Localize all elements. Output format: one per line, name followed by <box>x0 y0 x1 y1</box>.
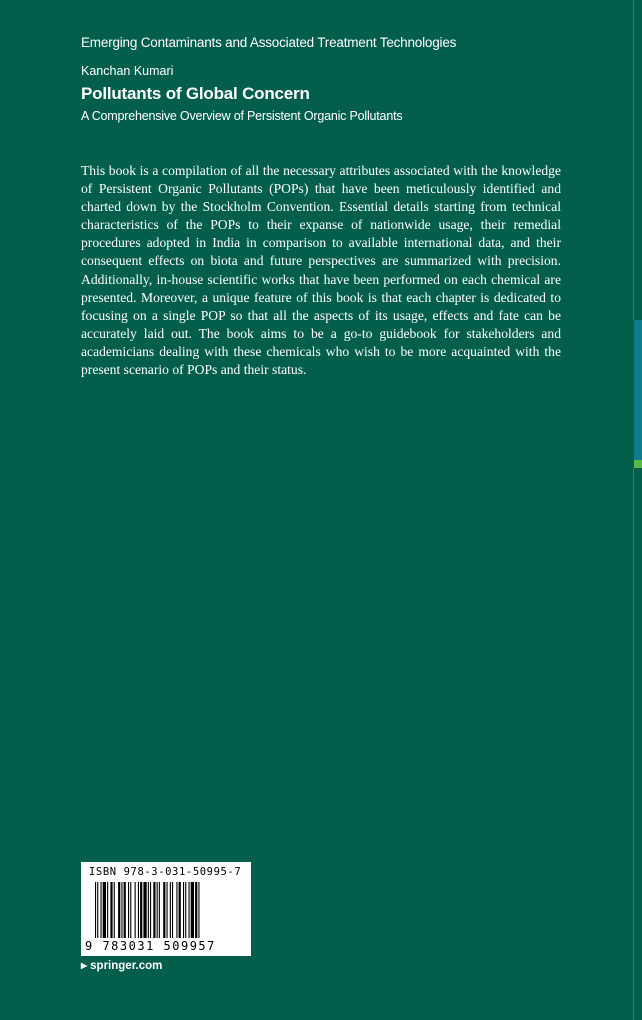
barcode-bar <box>189 882 190 938</box>
barcode-bar <box>101 882 102 938</box>
barcode-bar <box>121 882 122 938</box>
barcode-bar <box>191 882 194 938</box>
spine-edge-green-band <box>634 460 642 468</box>
series-title: Emerging Contaminants and Associated Treatment Technologies <box>81 35 457 50</box>
barcode-bar <box>170 882 171 938</box>
barcode-bar <box>143 882 146 938</box>
barcode-box <box>81 862 251 956</box>
barcode-bar <box>140 882 142 938</box>
barcode-bar <box>172 882 173 938</box>
barcode-bar <box>195 882 197 938</box>
barcode-bar <box>148 882 149 938</box>
book-description: This book is a compilation of all the necessary attributes associated with the knowledge of Persistent Organic Pollutants (POPs) that have been meticulously identified and charted down by the Stockholm Convention. Essential details starting from technical characteristics of the POPs to their expanse of nationwide usage, their remedial procedures adopted in India in comparison to available international data, and their consequent effects on biota and future perspectives are summarized with precision. Additionally, in-house scientific works that have been performed on each chemical are presented. Moreover, a unique feature of this book is that each chapter is dedicated to focusing on a single POP so that all the aspects of its usage, effects and fate can be accurately laid out. The book aims to be a go-to guidebook for stakeholders and academicians dealing with these chemicals who wish to be more acquainted with the present scenario of POPs and their status. <box>81 163 561 378</box>
spine-edge-top <box>633 0 642 320</box>
isbn-label: ISBN 978-3-031-50995-7 <box>89 866 242 878</box>
barcode-bar <box>179 882 181 938</box>
barcode-bar <box>130 882 131 938</box>
barcode-bar <box>185 882 186 938</box>
arrow-right-icon: ▶ <box>81 961 88 970</box>
publisher-url: springer.com <box>90 960 163 972</box>
barcode-bar <box>124 882 126 938</box>
barcode-bar <box>128 882 129 938</box>
barcode-bar <box>157 882 158 938</box>
barcode-bar <box>103 882 106 938</box>
barcode-icon <box>95 882 241 938</box>
barcode-bar <box>138 882 139 938</box>
barcode-bar <box>198 882 199 938</box>
book-subtitle: A Comprehensive Overview of Persistent Organic Pollutants <box>81 109 403 123</box>
spine-edge-blue-band <box>634 320 642 460</box>
barcode-digits: 9 783031 509957 <box>85 939 216 953</box>
barcode-bar <box>176 882 177 938</box>
barcode-bar <box>153 882 155 938</box>
book-title: Pollutants of Global Concern <box>81 84 310 103</box>
barcode-bar <box>107 882 108 938</box>
barcode-bar <box>118 882 120 938</box>
publisher-link[interactable] <box>81 960 162 972</box>
barcode-bar <box>183 882 184 938</box>
barcode-bar <box>114 882 115 938</box>
barcode-bar <box>110 882 112 938</box>
barcode-bar <box>97 882 98 938</box>
barcode-bar <box>150 882 151 938</box>
barcode-bar <box>135 882 136 938</box>
spine-edge-bottom <box>633 468 642 1020</box>
barcode-bar <box>159 882 160 938</box>
barcode-bar <box>95 882 96 938</box>
barcode-bar <box>167 882 168 938</box>
author-name: Kanchan Kumari <box>81 64 174 78</box>
barcode-bar <box>163 882 165 938</box>
